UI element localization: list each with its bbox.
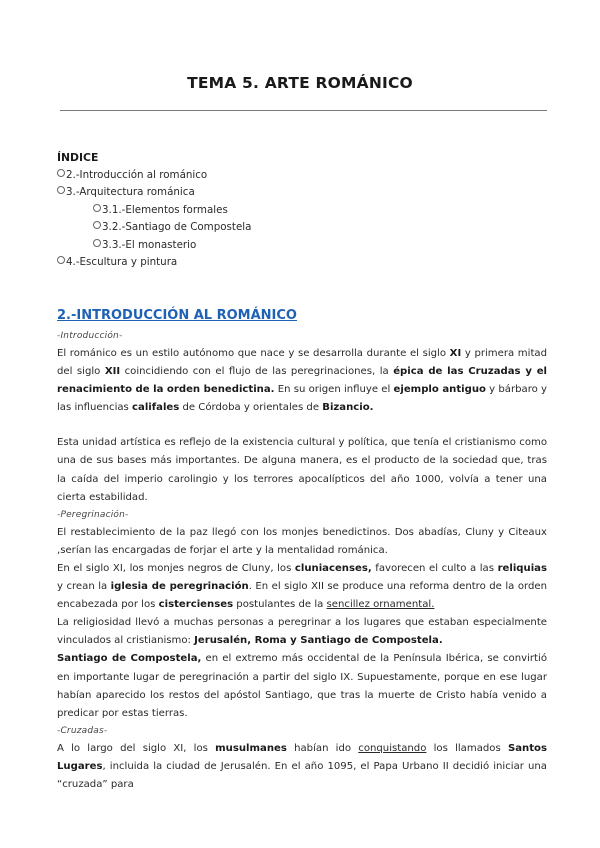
paragraph xyxy=(57,345,547,417)
text-run: y primera mitad del siglo xyxy=(57,348,547,378)
section-content xyxy=(57,306,547,794)
bold-text: ejemplo antiguo xyxy=(393,384,486,396)
subheading-peregrinacion: -Peregrinación- xyxy=(57,509,129,520)
toc-subitem[interactable]: 3.2.-Santiago de Compostela xyxy=(57,219,547,236)
text-run: , incluida la ciudad de Jerusalén. En el año 1095, el Papa Urbano II decidió iniciar una “cruzada” para xyxy=(57,760,547,790)
paragraph xyxy=(57,434,547,506)
paragraph xyxy=(57,740,547,794)
bold-text: reliquias xyxy=(497,562,547,574)
bold-text: iglesia de peregrinación xyxy=(110,581,249,593)
text-run: postulantes de la xyxy=(233,599,327,611)
paragraph-gap xyxy=(57,417,547,434)
paragraph xyxy=(57,524,547,560)
toc-heading: ÍNDICE xyxy=(57,151,99,164)
toc-item[interactable]: 4.-Escultura y pintura xyxy=(57,254,547,271)
text-run: los llamados xyxy=(426,742,508,754)
circle-bullet-icon xyxy=(93,239,101,247)
subheading-cruzadas: -Cruzadas- xyxy=(57,725,108,736)
text-run: A lo largo del siglo XI, los xyxy=(57,742,216,754)
text-run: El restablecimiento de la paz llegó con los monjes benedictinos. Dos abadías, Cluny y Citeaux ,serían las encargadas de forjar el arte y la mentalidad románica. xyxy=(57,526,547,556)
text-run: habían ido xyxy=(286,742,359,754)
text-run: La religiosidad llevó a muchas personas a peregrinar a los lugares que estaban especialmente vinculados al cristianismo: xyxy=(57,617,547,647)
page-title: TEMA 5. ARTE ROMÁNICO xyxy=(187,74,413,92)
bold-text: Santos Lugares xyxy=(57,742,547,772)
circle-bullet-icon xyxy=(57,169,65,177)
bold-text: musulmanes xyxy=(215,742,287,754)
toc-item[interactable]: 2.-Introducción al románico xyxy=(57,167,547,184)
paragraph xyxy=(57,614,547,650)
toc-item[interactable]: 3.-Arquitectura románica xyxy=(57,184,547,201)
text-run: En su origen influye el xyxy=(274,384,394,396)
bold-text: cluniacenses, xyxy=(294,562,372,574)
subheading-introduccion: -Introducción- xyxy=(57,331,123,341)
text-run: En el siglo XI, los monjes negros de Cluny, los xyxy=(57,562,295,574)
paragraph xyxy=(57,560,547,614)
text-run: de Córdoba y orientales de xyxy=(179,402,323,414)
paragraph xyxy=(57,650,547,722)
text-run: coincidiendo con el flujo de las peregrinaciones, la xyxy=(120,366,394,378)
bold-text: Bizancio. xyxy=(322,402,374,414)
toc-subitem[interactable]: 3.1.-Elementos formales xyxy=(57,202,547,219)
circle-bullet-icon xyxy=(93,204,101,212)
text-run: favorecen el culto a las xyxy=(371,562,498,574)
toc-subitem[interactable]: 3.3.-El monasterio xyxy=(57,237,547,254)
section-heading[interactable]: 2.-INTRODUCCIÓN AL ROMÁNICO xyxy=(57,308,297,323)
underlined-text: sencillez ornamental. xyxy=(326,599,435,611)
bold-text: XII xyxy=(104,366,121,378)
text-run: Esta unidad artística es reflejo de la existencia cultural y política, que tenía el cristianismo como una de sus bases más importantes. De alguna manera, es el producto de la sociedad que, tras la caída del imperio carolingio y los terrores apocalípticos del año 1000, volvía a tener una cierta estabilidad. xyxy=(57,437,547,503)
text-run: y bárbaro y las influencias xyxy=(57,384,547,414)
text-run: en el extremo más occidental de la Península Ibérica, se convirtió en importante lugar de peregrinación a partir del siglo IX. Supuestamente, porque en ese lugar habían aparecido los restos del apóstol Santiago, que tras la muerte de Cristo había venido a predicar por estas tierras. xyxy=(57,653,547,719)
title-divider xyxy=(60,110,547,111)
circle-bullet-icon xyxy=(57,186,65,194)
text-run: El románico es un estilo autónomo que nace y se desarrolla durante el siglo xyxy=(57,348,450,359)
bold-text: épica de las Cruzadas y el renacimiento de la orden benedictina. xyxy=(57,366,548,396)
text-run: . En el siglo XII se produce una reforma dentro de la orden encabezada por los xyxy=(57,581,547,611)
table-of-contents xyxy=(57,151,547,271)
bold-text: Jerusalén, Roma y Santiago de Compostela. xyxy=(194,635,443,647)
text-run: y crean la xyxy=(57,581,111,593)
bold-text: Santiago de Compostela, xyxy=(57,653,202,665)
underlined-text: conquistando xyxy=(358,742,427,754)
circle-bullet-icon xyxy=(57,256,65,264)
circle-bullet-icon xyxy=(93,221,101,229)
bold-text: cistercienses xyxy=(158,599,234,611)
bold-text: califales xyxy=(132,402,180,414)
bold-text: XI xyxy=(449,348,462,359)
